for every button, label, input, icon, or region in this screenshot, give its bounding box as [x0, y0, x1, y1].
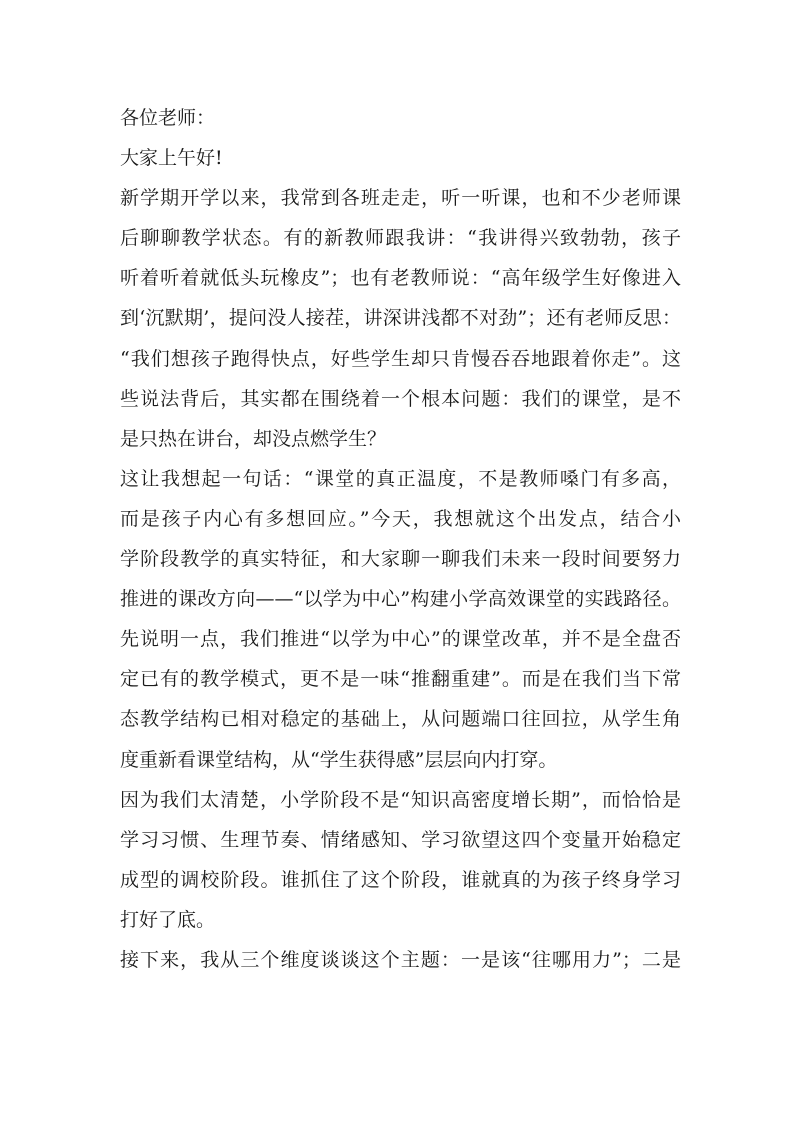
paragraph — [120, 183, 681, 464]
salutation: 各位老师： — [120, 107, 216, 129]
text-line: 而是孩子内心有多想回应。”今天，我想就这个出发点，结合小 — [120, 507, 681, 530]
text-line: 听着听着就低头玩橡皮”；也有老教师说：“高年级学生好像进入 — [120, 267, 681, 290]
paragraph — [120, 464, 681, 624]
paragraph — [120, 624, 681, 784]
greeting: 大家上午好! — [120, 147, 223, 170]
text-line: 后聊聊教学状态。有的新教师跟我讲：“我讲得兴致勃勃，孩子 — [120, 227, 681, 250]
paragraph — [120, 945, 681, 985]
text-line: 定已有的教学模式，更不是一味“推翻重建”。而是在我们当下常 — [120, 668, 681, 691]
paragraph — [120, 785, 681, 945]
text-line: 是只热在讲台，却没点燃学生？ — [120, 427, 387, 450]
text-line: 学阶段教学的真实特征，和大家聊一聊我们未来一段时间要努力 — [120, 548, 681, 571]
text-line: 因为我们太清楚，小学阶段不是“知识高密度增长期”，而恰恰是 — [120, 788, 681, 811]
text-line: 推进的课改方向——“以学为中心”构建小学高效课堂的实践路径。 — [120, 588, 681, 611]
text-line: 这让我想起一句话：“课堂的真正温度，不是教师嗓门有多高， — [120, 467, 681, 490]
text-line: “我们想孩子跑得快点，好些学生却只肯慢吞吞地跟着你走”。这 — [120, 347, 681, 370]
text-line: 学习习惯、生理节奏、情绪感知、学习欲望这四个变量开始稳定 — [120, 828, 681, 851]
text-line: 到‘沉默期’，提问没人接茬，讲深讲浅都不对劲”；还有老师反思： — [120, 307, 681, 330]
text-line: 态教学结构已相对稳定的基础上，从问题端口往回拉，从学生角 — [120, 708, 681, 731]
text-line: 新学期开学以来，我常到各班走走，听一听课，也和不少老师课 — [120, 187, 681, 210]
document-page — [120, 103, 681, 985]
text-line: 度重新看课堂结构，从“学生获得感”层层向内打穿。 — [120, 748, 558, 771]
text-line: 些说法背后，其实都在围绕着一个根本问题：我们的课堂，是不 — [120, 387, 681, 410]
text-line: 成型的调校阶段。谁抓住了这个阶段，谁就真的为孩子终身学习 — [120, 868, 681, 891]
text-line: 接下来，我从三个维度谈谈这个主题：一是该“往哪用力”；二是 — [120, 948, 681, 971]
text-line: 打好了底。 — [120, 908, 216, 931]
document-body — [120, 183, 681, 985]
text-line: 先说明一点，我们推进“以学为中心”的课堂改革，并不是全盘否 — [120, 628, 681, 651]
